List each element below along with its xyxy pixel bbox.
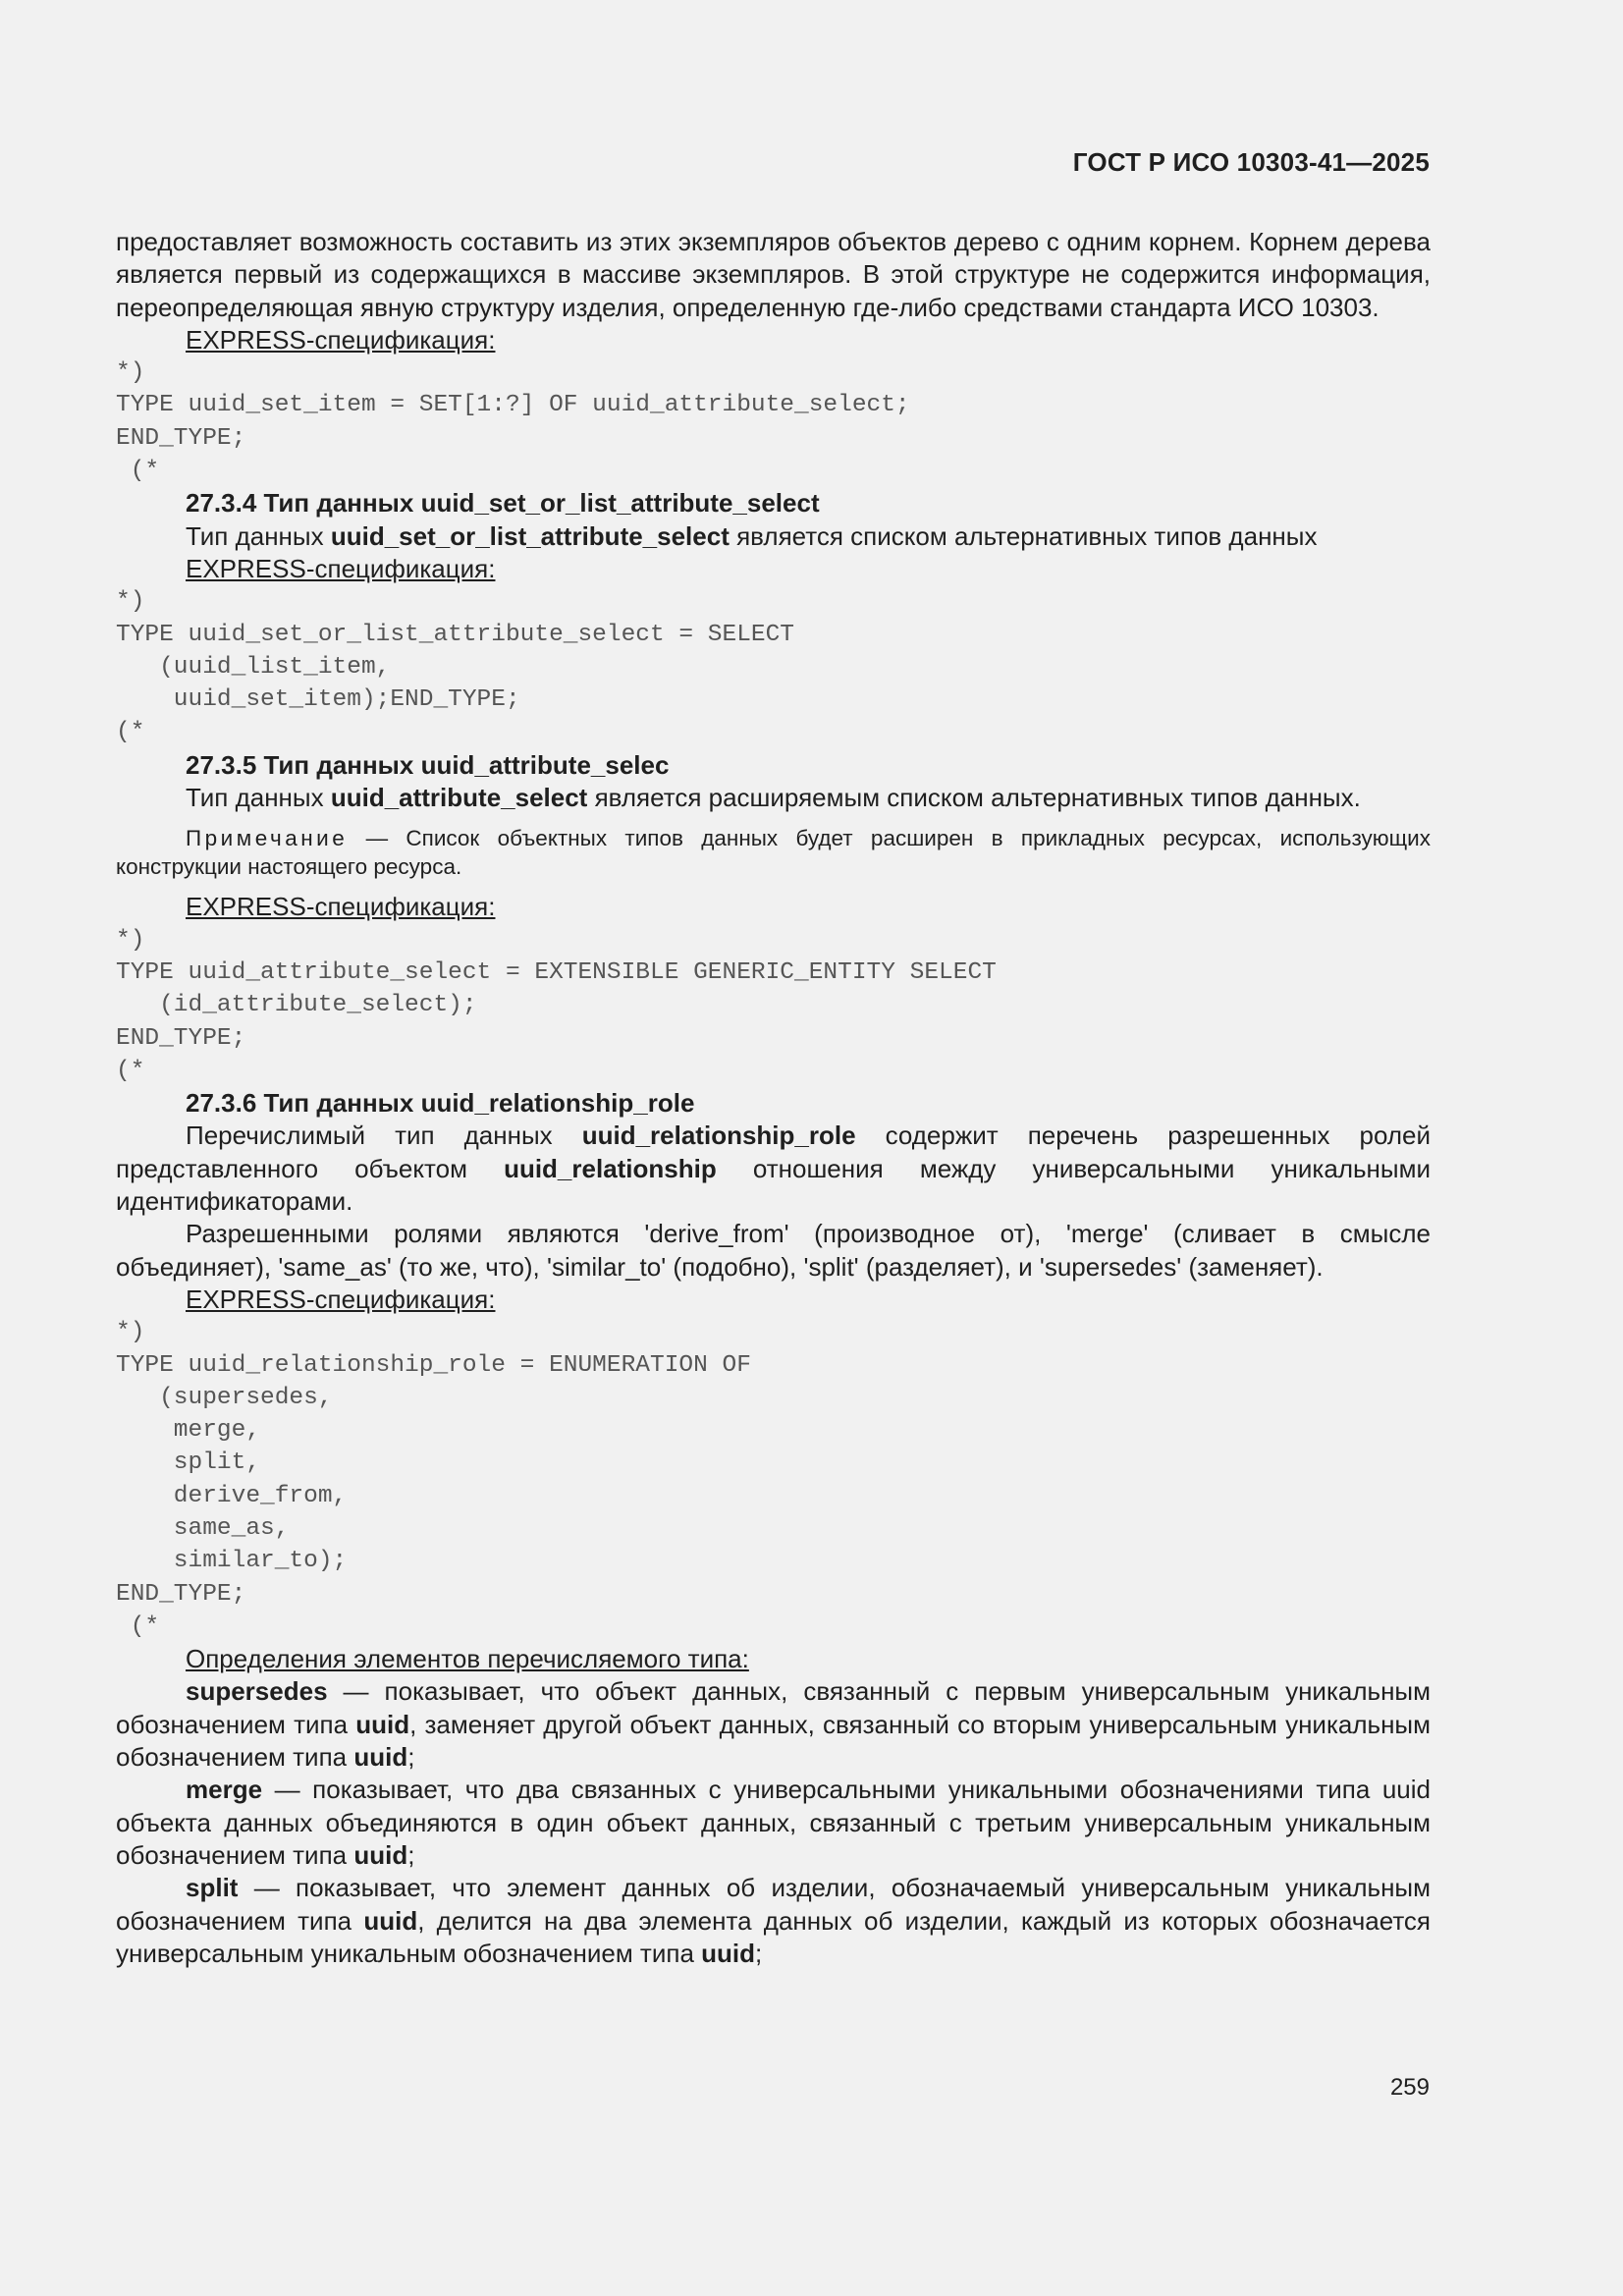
text-fragment: ; xyxy=(407,1839,415,1870)
type-name: uuid xyxy=(353,1839,408,1870)
note-text: — Список объектных типов данных будет расширен в прикладных ресурсах, использующих конструкции настоящего ресурса. xyxy=(116,826,1431,880)
type-name: uuid xyxy=(353,1742,408,1773)
text-fragment: Перечислимый тип данных xyxy=(186,1121,582,1151)
express-label-2 xyxy=(116,553,1431,585)
text-fragment: — показывает, что объект данных, связанный с первым универсальным уникальным обозначением типа xyxy=(116,1676,1431,1739)
text-fragment: — показывает, что элемент данных об изделии, обозначаемый универсальным уникальным обозначением типа xyxy=(116,1873,1431,1936)
section-27-3-4-text xyxy=(116,520,1431,553)
text-fragment: отношения между универсальными уникальными идентификаторами. xyxy=(116,1153,1431,1217)
text-fragment: — показывает, что два связанных с универсальными уникальными обозначениями типа uuid объекта данных объединяются в один объект данных, связанный с третьим универсальным уникальным обозначением типа xyxy=(116,1775,1431,1870)
page-number: 259 xyxy=(1389,2074,1430,2101)
text-fragment: , заменяет другой объект данных, связанный со вторым универсальным уникальным обозначением типа xyxy=(116,1709,1431,1773)
section-27-3-4-title: 27.3.4 Тип данных uuid_set_or_list_attribute_select xyxy=(186,488,820,519)
section-27-3-6-paragraph-2: Разрешенными ролями являются 'derive_from' (производное от), 'merge' (сливает в смысле объединяет), 'same_as' (то же, что), 'similar_to' (подобно), 'split' (разделяет), и 'supersedes' (заменяет). xyxy=(116,1219,1431,1282)
term: split xyxy=(186,1873,239,1903)
type-name: uuid_relationship_role xyxy=(581,1121,856,1151)
section-27-3-5-title: 27.3.5 Тип данных uuid_attribute_selec xyxy=(186,749,670,780)
text-fragment: Тип данных xyxy=(186,783,331,813)
type-name: uuid_relationship xyxy=(504,1153,717,1183)
page-content xyxy=(116,226,1431,1970)
type-name: uuid_attribute_select xyxy=(330,783,588,813)
type-name: uuid xyxy=(355,1709,410,1739)
section-27-3-6-paragraph-1 xyxy=(116,1120,1431,1218)
section-27-3-5-text xyxy=(116,782,1431,814)
express-label-1 xyxy=(116,324,1431,356)
text-fragment: ; xyxy=(407,1742,415,1773)
note-label: Примечание xyxy=(186,826,349,851)
document-header: ГОСТ Р ИСО 10303-41—2025 xyxy=(1072,147,1430,177)
text-fragment: ; xyxy=(755,1938,763,1968)
text-fragment: является расширяемым списком альтернативных типов данных. xyxy=(587,783,1361,813)
express-label-3 xyxy=(116,891,1431,923)
type-name: uuid_set_or_list_attribute_select xyxy=(330,520,730,551)
term: supersedes xyxy=(186,1676,328,1707)
term: merge xyxy=(186,1775,263,1805)
intro-paragraph: предоставляет возможность составить из этих экземпляров объектов дерево с одним корнем. Корнем дерева является первый из содержащихся в массиве экземпляров. В этой структуре не содержится информация, переопределяющая явную структуру изделия, определенную где-либо средствами стандарта ИСО 10303. xyxy=(116,227,1431,322)
express-label-4 xyxy=(116,1284,1431,1316)
definitions-heading: Определения элементов перечисляемого типа: xyxy=(186,1644,749,1674)
text-fragment: является списком альтернативных типов данных xyxy=(729,520,1318,551)
express-label: EXPRESS-спецификация: xyxy=(186,1284,496,1314)
text-fragment: , делится на два элемента данных об изделии, каждый из которых обозначается универсальным уникальным обозначением типа xyxy=(116,1905,1432,1968)
definition-merge xyxy=(116,1774,1431,1872)
type-name: uuid xyxy=(363,1905,418,1936)
code-block-3: *) TYPE uuid_attribute_select = EXTENSIBLE GENERIC_ENTITY SELECT (id_attribute_select); END_TYPE; (* xyxy=(116,926,997,1084)
text-fragment: Тип данных xyxy=(186,520,331,551)
section-27-3-6-title: 27.3.6 Тип данных uuid_relationship_role xyxy=(186,1088,695,1119)
code-block-4: *) TYPE uuid_relationship_role = ENUMERATION OF (supersedes, merge, split, derive_from, same_as, similar_to); END_TYPE; (* xyxy=(116,1319,751,1640)
definitions-label xyxy=(116,1643,1431,1675)
express-label: EXPRESS-спецификация: xyxy=(186,892,496,922)
definition-split xyxy=(116,1872,1431,1970)
code-block-1: *) TYPE uuid_set_item = SET[1:?] OF uuid_attribute_select; END_TYPE; (* xyxy=(116,359,910,485)
definition-supersedes xyxy=(116,1675,1431,1774)
express-label: EXPRESS-спецификация: xyxy=(186,553,496,583)
code-block-2: *) TYPE uuid_set_or_list_attribute_select = SELECT (uuid_list_item, uuid_set_item);END_TYPE; (* xyxy=(116,588,795,746)
express-label: EXPRESS-спецификация: xyxy=(186,324,496,355)
type-name: uuid xyxy=(701,1938,755,1968)
text-fragment: содержит перечень разрешенных ролей представленного объектом xyxy=(116,1121,1431,1183)
note xyxy=(116,824,1431,881)
